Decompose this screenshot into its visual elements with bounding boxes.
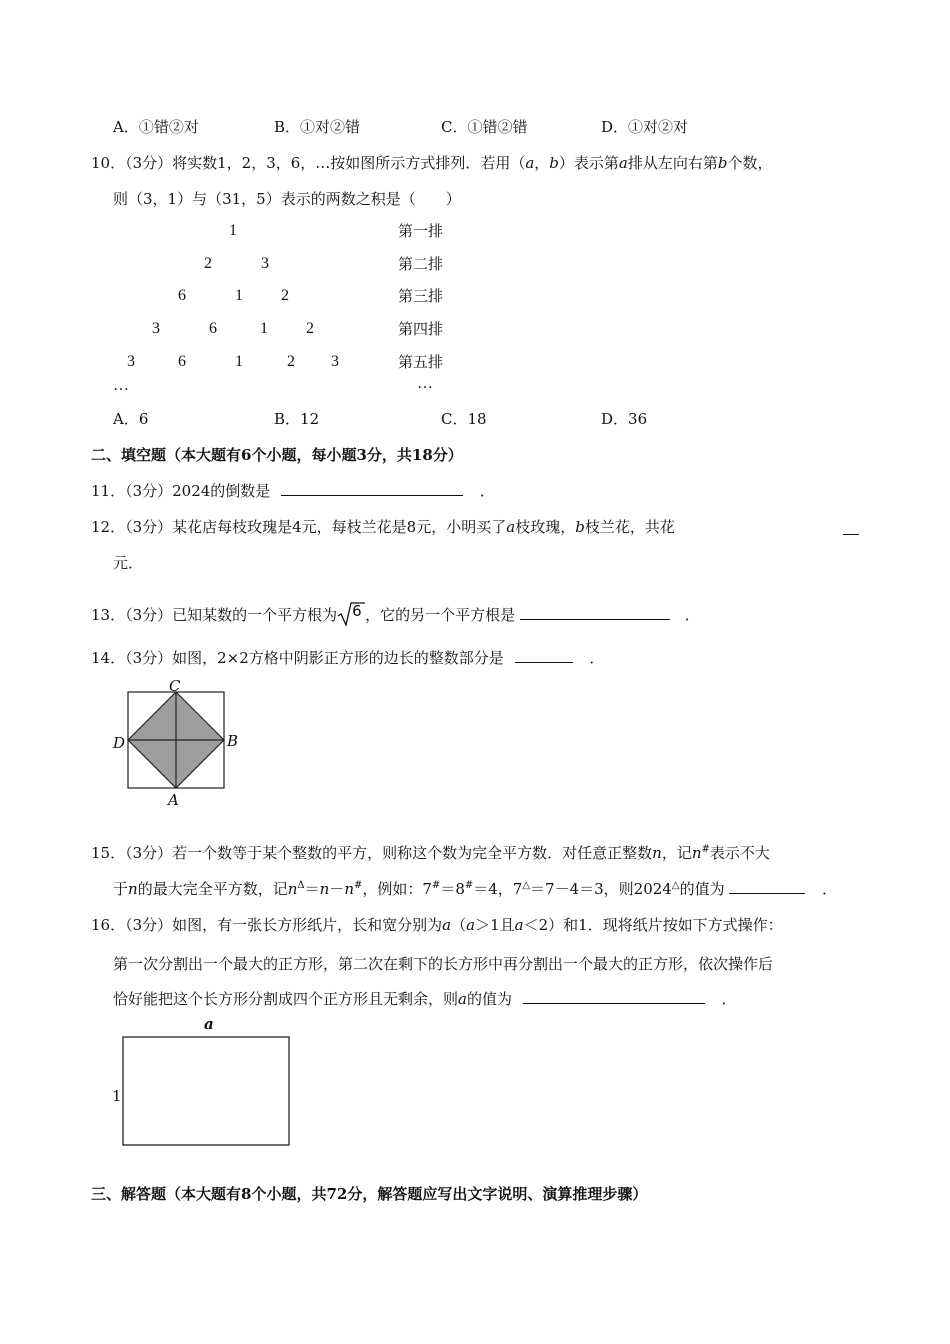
section2-title: 二、填空题（本大题有6个小题，每小题3分，共18分）: [91, 446, 463, 464]
row-ellipsis-left: …: [113, 377, 129, 394]
q16-rectangle-figure: [122, 1036, 292, 1148]
q10-option-c: C．18: [441, 410, 487, 428]
q10-stem-line2: 则（3，1）与（31，5）表示的两数之积是（ ）: [113, 190, 461, 208]
row-label-4: 第四排: [398, 320, 444, 338]
row-label-3: 第三排: [398, 287, 444, 305]
q16-line1: 16．（3分）如图，有一张长方形纸片，长和宽分别为a（a＞1且a＜2）和1．现将纸片按如下方式操作：: [91, 916, 783, 934]
row4-num-1: 3: [152, 320, 160, 337]
q16-answer-blank[interactable]: [523, 989, 705, 1004]
row4-num-3: 1: [260, 320, 268, 337]
row-label-5: 第五排: [398, 353, 444, 371]
label-c: C: [169, 677, 181, 695]
row5-num-5: 3: [331, 353, 339, 370]
section3-title: 三、解答题（本大题有8个小题，共72分，解答题应写出文字说明、演算推理步骤）: [91, 1185, 648, 1203]
row5-num-3: 1: [235, 353, 243, 370]
q14: 14．（3分）如图，2×2方格中阴影正方形的边长的整数部分是 ．: [91, 649, 605, 667]
q9-option-d: D．①对②对: [601, 118, 689, 136]
row1-num-1: 1: [229, 222, 237, 239]
fig-label-1: 1: [112, 1087, 122, 1105]
row3-num-2: 1: [235, 287, 243, 304]
label-b: B: [227, 732, 239, 750]
row5-num-2: 6: [178, 353, 186, 370]
row-ellipsis-right: …: [417, 375, 433, 392]
q14-answer-blank[interactable]: [515, 648, 573, 663]
label-d: D: [113, 734, 126, 752]
row-label-2: 第二排: [398, 255, 444, 273]
q9-option-b: B．①对②错: [274, 118, 361, 136]
q11: 11．（3分）2024的倒数是 ．: [91, 482, 495, 500]
row5-num-1: 3: [127, 353, 135, 370]
row-label-1: 第一排: [398, 222, 444, 240]
q10-option-a: A．6: [113, 410, 149, 428]
row3-num-1: 6: [178, 287, 186, 304]
row2-num-1: 2: [204, 255, 212, 272]
fig-label-a: a: [204, 1015, 214, 1033]
q11-answer-blank[interactable]: [281, 481, 463, 496]
q12-line2: 元．: [113, 554, 144, 572]
q13: 13．（3分）已知某数的一个平方根为 6 ，它的另一个平方根是 ．: [91, 601, 700, 627]
q15-line2: 于n的最大完全平方数，记$n^\Delta=n-n^{\#}$，例如：7#＝8#＝4，7△＝7－4＝3，则2024△的值为 ．: [113, 880, 838, 898]
q12-line1: 12．（3分）某花店每枝玫瑰是4元，每枝兰花是8元，小明买了a枝玫瑰，b枝兰花，共花: [91, 518, 675, 536]
row4-num-4: 2: [306, 320, 314, 337]
q10-option-d: D．36: [601, 410, 648, 428]
q10-option-b: B．12: [274, 410, 320, 428]
row4-num-2: 6: [209, 320, 217, 337]
q16-line2: 第一次分割出一个最大的正方形，第二次在剩下的长方形中再分割出一个最大的正方形，依次操作后: [113, 955, 774, 973]
q9-option-c: C．①错②错: [441, 118, 528, 136]
row5-num-4: 2: [287, 353, 295, 370]
row3-num-3: 2: [281, 287, 289, 304]
q15-answer-blank[interactable]: [729, 879, 805, 894]
q15-line1: 15．（3分）若一个数等于某个整数的平方，则称这个数为完全平方数．对任意正整数n，记n#表示不大: [91, 844, 770, 862]
sqrt-symbol: 6: [337, 601, 365, 627]
q16-line3: 恰好能把这个长方形分割成四个正方形且无剩余，则a的值为 ．: [113, 990, 737, 1008]
q13-answer-blank[interactable]: [520, 605, 670, 620]
q9-option-a: A．①错②对: [113, 118, 199, 136]
q12-answer-blank[interactable]: [843, 520, 859, 535]
label-a: A: [168, 791, 179, 809]
q10-stem-line1: 10．（3分）将实数1，2，3，6，…按如图所示方式排列．若用（a，b）表示第a排从左向右第b个数，: [91, 154, 773, 172]
row2-num-2: 3: [261, 255, 269, 272]
